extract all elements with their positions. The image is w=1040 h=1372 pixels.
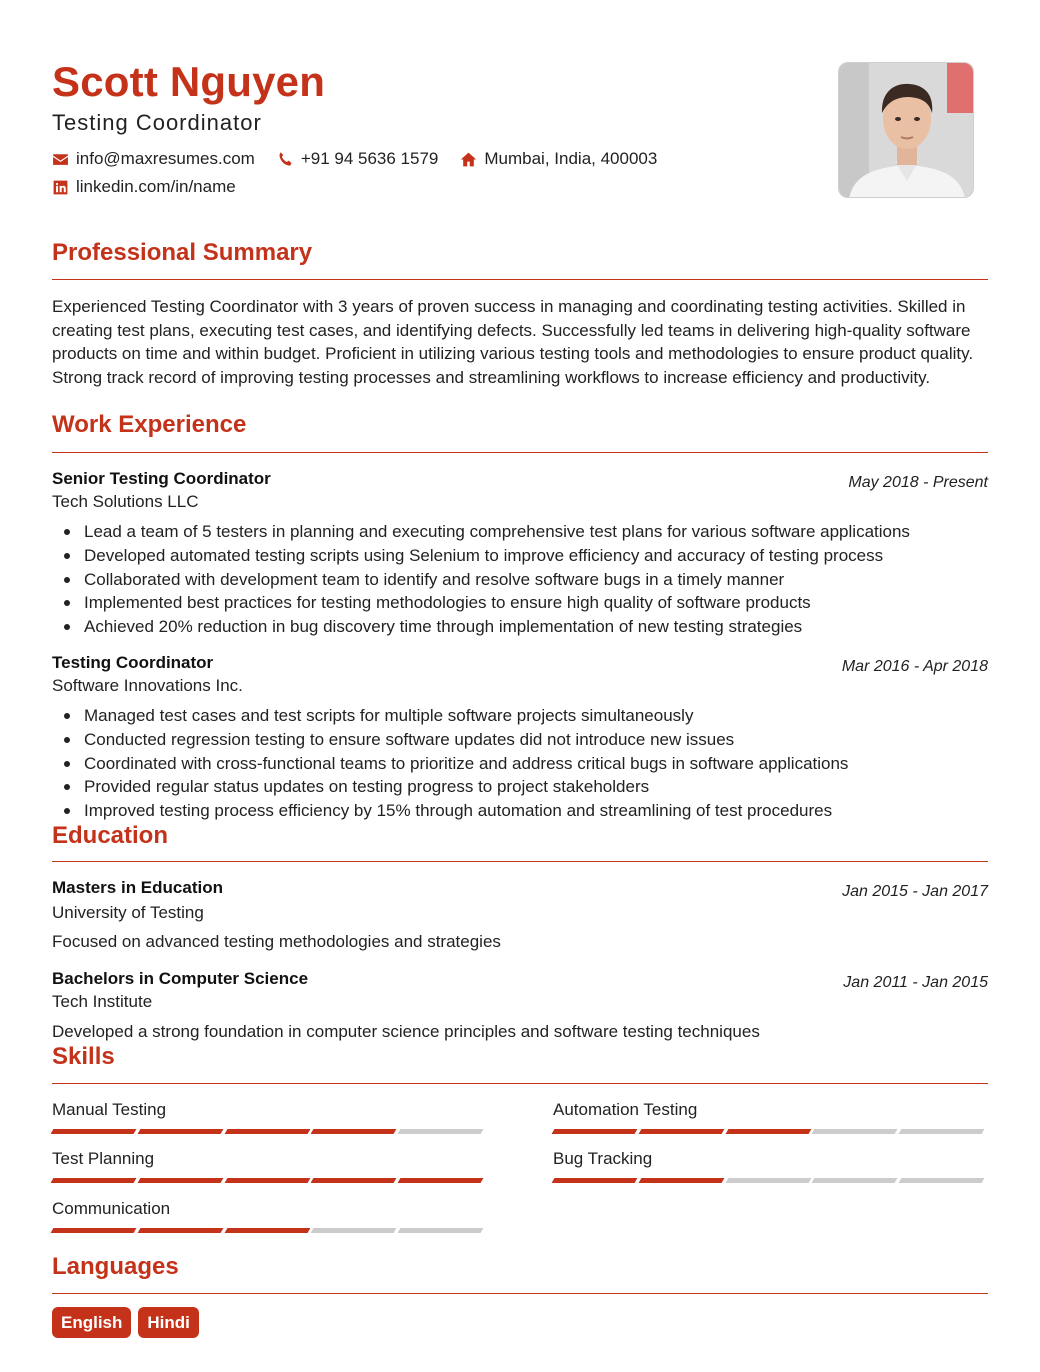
degree-date: Jan 2011 - Jan 2015 xyxy=(843,974,988,991)
job-bullet: Improved testing process efficiency by 15% through automation and streamlining of test procedures xyxy=(84,799,984,823)
skill-name: Bug Tracking xyxy=(553,1149,653,1168)
degree-date: Jan 2015 - Jan 2017 xyxy=(842,883,988,900)
job-date: May 2018 - Present xyxy=(848,474,988,491)
summary-text: Experienced Testing Coordinator with 3 years of proven success in managing and coordinating testing activities. Skilled in creating test plans, executing test cases, and identifying defects. Successfully led teams in delivering high-quality software products on time and within budget. Proficient in utilizing various testing tools and methodologies to ensure product quality. Strong track record of improving testing processes and streamlining workflows to increase efficiency and productivity. xyxy=(52,297,974,387)
skill-item xyxy=(553,1100,987,1134)
skill-segment-filled xyxy=(51,1228,137,1233)
skill-segment-empty xyxy=(899,1178,985,1183)
skill-segment-filled xyxy=(137,1178,223,1183)
languages-divider xyxy=(52,1293,988,1294)
summary-divider xyxy=(52,279,988,280)
contact-row-2 xyxy=(52,177,258,197)
school-name: Tech Institute xyxy=(52,992,153,1011)
skill-level-bar xyxy=(553,1178,987,1183)
phone-text: +91 94 5636 1579 xyxy=(300,149,439,168)
phone-icon xyxy=(277,151,294,168)
skill-segment-filled xyxy=(137,1129,223,1134)
job-bullet: Lead a team of 5 testers in planning and executing comprehensive test plans for various software applications xyxy=(84,520,984,544)
skill-name: Automation Testing xyxy=(553,1100,698,1119)
linkedin-icon xyxy=(52,179,69,196)
linkedin-text: linkedin.com/in/name xyxy=(76,177,236,196)
skill-segment-filled xyxy=(311,1129,397,1134)
contact-phone[interactable] xyxy=(277,149,439,169)
job-bullet: Managed test cases and test scripts for multiple software projects simultaneously xyxy=(84,704,984,728)
contact-location xyxy=(460,149,657,169)
skill-segment-empty xyxy=(398,1129,484,1134)
skill-segment-filled xyxy=(398,1178,484,1183)
job-title: Senior Testing Coordinator xyxy=(52,469,271,488)
degree-description: Developed a strong foundation in computer science principles and software testing techniques xyxy=(52,1022,760,1041)
skill-segment-filled xyxy=(552,1129,638,1134)
avatar-image xyxy=(839,63,974,198)
skill-segment-filled xyxy=(224,1228,310,1233)
skill-item xyxy=(52,1100,486,1134)
skill-segment-filled xyxy=(137,1228,223,1233)
skill-segment-filled xyxy=(552,1178,638,1183)
skill-item xyxy=(52,1149,486,1183)
experience-heading: Work Experience xyxy=(52,411,247,438)
degree-description: Focused on advanced testing methodologies and strategies xyxy=(52,932,501,951)
job-bullets xyxy=(84,520,984,639)
skill-level-bar xyxy=(52,1228,486,1233)
skill-segment-filled xyxy=(51,1178,137,1183)
job-bullets xyxy=(84,704,984,823)
skill-item xyxy=(52,1199,486,1233)
degree-title: Bachelors in Computer Science xyxy=(52,969,309,988)
language-tag: Hindi xyxy=(138,1307,199,1338)
skill-name: Communication xyxy=(52,1199,171,1218)
location-text: Mumbai, India, 400003 xyxy=(484,149,658,168)
email-text: info@maxresumes.com xyxy=(76,149,255,168)
skill-segment-filled xyxy=(311,1178,397,1183)
skill-segment-filled xyxy=(638,1129,724,1134)
job-date: Mar 2016 - Apr 2018 xyxy=(841,658,988,675)
job-bullet: Coordinated with cross-functional teams to prioritize and address critical bugs in software applications xyxy=(84,752,984,776)
skill-item xyxy=(553,1149,987,1183)
skill-name: Test Planning xyxy=(52,1149,155,1168)
job-bullet: Collaborated with development team to identify and resolve software bugs in a timely manner xyxy=(84,568,984,592)
job-bullet: Provided regular status updates on testing progress to project stakeholders xyxy=(84,775,984,799)
skill-segment-empty xyxy=(398,1228,484,1233)
skill-segment-filled xyxy=(224,1129,310,1134)
skill-segment-empty xyxy=(725,1178,811,1183)
skill-segment-empty xyxy=(899,1129,985,1134)
job-bullet: Implemented best practices for testing methodologies to ensure high quality of software products xyxy=(84,591,984,615)
school-name: University of Testing xyxy=(52,903,204,922)
candidate-role: Testing Coordinator xyxy=(52,110,262,135)
job-bullet: Achieved 20% reduction in bug discovery time through implementation of new testing strategies xyxy=(84,615,984,639)
skill-segment-filled xyxy=(725,1129,811,1134)
language-tag: English xyxy=(52,1307,131,1338)
job-title: Testing Coordinator xyxy=(52,653,214,672)
skill-level-bar xyxy=(553,1129,987,1134)
job-company: Tech Solutions LLC xyxy=(52,492,199,511)
job-bullet: Conducted regression testing to ensure software updates did not introduce new issues xyxy=(84,728,984,752)
skill-segment-empty xyxy=(812,1178,898,1183)
profile-photo xyxy=(838,62,974,198)
language-tags xyxy=(52,1307,206,1338)
skill-level-bar xyxy=(52,1129,486,1134)
job-bullet: Developed automated testing scripts using Selenium to improve efficiency and accuracy of testing process xyxy=(84,544,984,568)
contact-linkedin[interactable] xyxy=(52,177,236,197)
contact-row xyxy=(52,149,679,169)
skill-segment-empty xyxy=(311,1228,397,1233)
skill-segment-filled xyxy=(51,1129,137,1134)
education-heading: Education xyxy=(52,822,169,849)
resume-page xyxy=(52,0,988,1372)
skills-divider xyxy=(52,1083,988,1084)
home-icon xyxy=(460,151,477,168)
education-divider xyxy=(52,861,988,862)
experience-divider xyxy=(52,452,988,453)
languages-heading: Languages xyxy=(52,1253,179,1280)
envelope-icon xyxy=(52,151,69,168)
candidate-name: Scott Nguyen xyxy=(52,58,326,105)
job-company: Software Innovations Inc. xyxy=(52,676,243,695)
contact-email[interactable] xyxy=(52,149,255,169)
summary-heading: Professional Summary xyxy=(52,239,313,266)
skill-name: Manual Testing xyxy=(52,1100,167,1119)
degree-title: Masters in Education xyxy=(52,878,223,897)
skill-segment-filled xyxy=(638,1178,724,1183)
skill-segment-empty xyxy=(812,1129,898,1134)
skill-level-bar xyxy=(52,1178,486,1183)
skill-segment-filled xyxy=(224,1178,310,1183)
skills-heading: Skills xyxy=(52,1043,115,1070)
